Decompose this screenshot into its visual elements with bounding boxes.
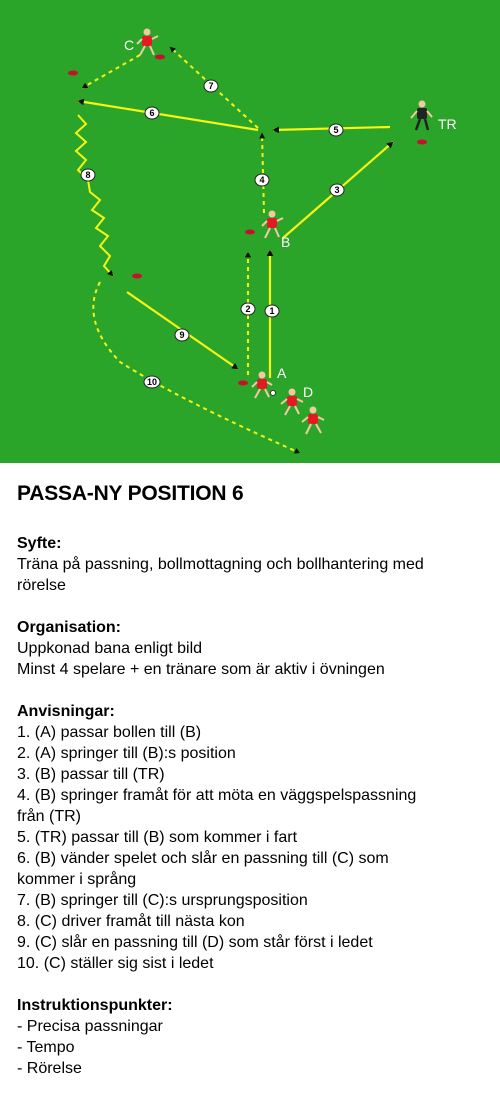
step-badge-1 [265,305,279,317]
section-heading: Anvisningar: [17,703,115,720]
instruction-line: kommer i språng [17,871,137,888]
instruction-line: 7. (B) springer till (C):s ursprungsposition [17,892,308,909]
svg-text:6: 6 [149,108,155,118]
section-anvisningar [17,701,487,974]
svg-text:3: 3 [334,185,340,195]
instruction-line: 5. (TR) passar till (B) som kommer i fart [17,829,298,846]
label-d: D [303,384,314,400]
instruction-line: 4. (B) springer framåt för att möta en väggspelspassning [17,787,417,804]
bullet-line: - Precisa passningar [17,1018,163,1035]
section-heading: Organisation: [17,619,122,636]
label-a: A [277,365,287,381]
drill-diagram [0,0,500,463]
svg-text:10: 10 [146,377,158,387]
step-badge-9 [175,329,189,341]
label-b: B [281,234,291,250]
cone [68,71,78,76]
svg-text:1: 1 [269,306,275,316]
cone [417,140,427,145]
text-line: rörelse [17,577,66,594]
section-heading: Instruktionspunkter: [17,997,173,1014]
step-badge-10 [144,376,160,388]
instruction-line: 8. (C) driver framåt till nästa kon [17,913,245,930]
instruction-line: 2. (A) springer till (B):s position [17,745,236,762]
step-badge-2 [241,303,255,315]
step-badge-8 [81,169,95,181]
section-syfte [17,533,487,596]
page-title: PASSA-NY POSITION 6 [17,482,244,505]
cone [132,274,142,279]
cone [238,381,248,386]
label-c: C [124,37,135,53]
instruction-line: 10. (C) ställer sig sist i ledet [17,955,214,972]
svg-text:7: 7 [208,81,214,91]
svg-text:9: 9 [179,330,185,340]
step-badge-3 [330,184,344,196]
text-line: Träna på passning, bollmottagning och bollhantering med [17,556,424,573]
step-badge-6 [145,107,159,119]
step-badge-5 [329,124,343,136]
instruction-line: 1. (A) passar bollen till (B) [17,724,202,741]
label-tr: TR [438,116,457,132]
svg-text:5: 5 [333,125,339,135]
section-organisation [17,617,487,680]
svg-text:4: 4 [259,175,265,185]
svg-text:8: 8 [85,170,91,180]
text-line: Minst 4 spelare + en tränare som är aktiv i övningen [17,661,385,678]
drill-description [17,481,487,1100]
section-instruktionspunkter [17,995,487,1079]
bullet-line: - Rörelse [17,1060,82,1077]
cone [245,230,255,235]
instruction-line: 9. (C) slår en passning till (D) som står först i ledet [17,934,373,951]
svg-text:2: 2 [245,304,251,314]
step-badge-7 [204,80,218,92]
section-heading: Syfte: [17,535,62,552]
instruction-line: från (TR) [17,808,81,825]
instruction-line: 3. (B) passar till (TR) [17,766,165,783]
text-line: Uppkonad bana enligt bild [17,640,203,657]
cone [155,55,165,60]
step-badge-4 [255,174,269,186]
instruction-line: 6. (B) vänder spelet och slår en passning till (C) som [17,850,389,867]
bullet-line: - Tempo [17,1039,75,1056]
